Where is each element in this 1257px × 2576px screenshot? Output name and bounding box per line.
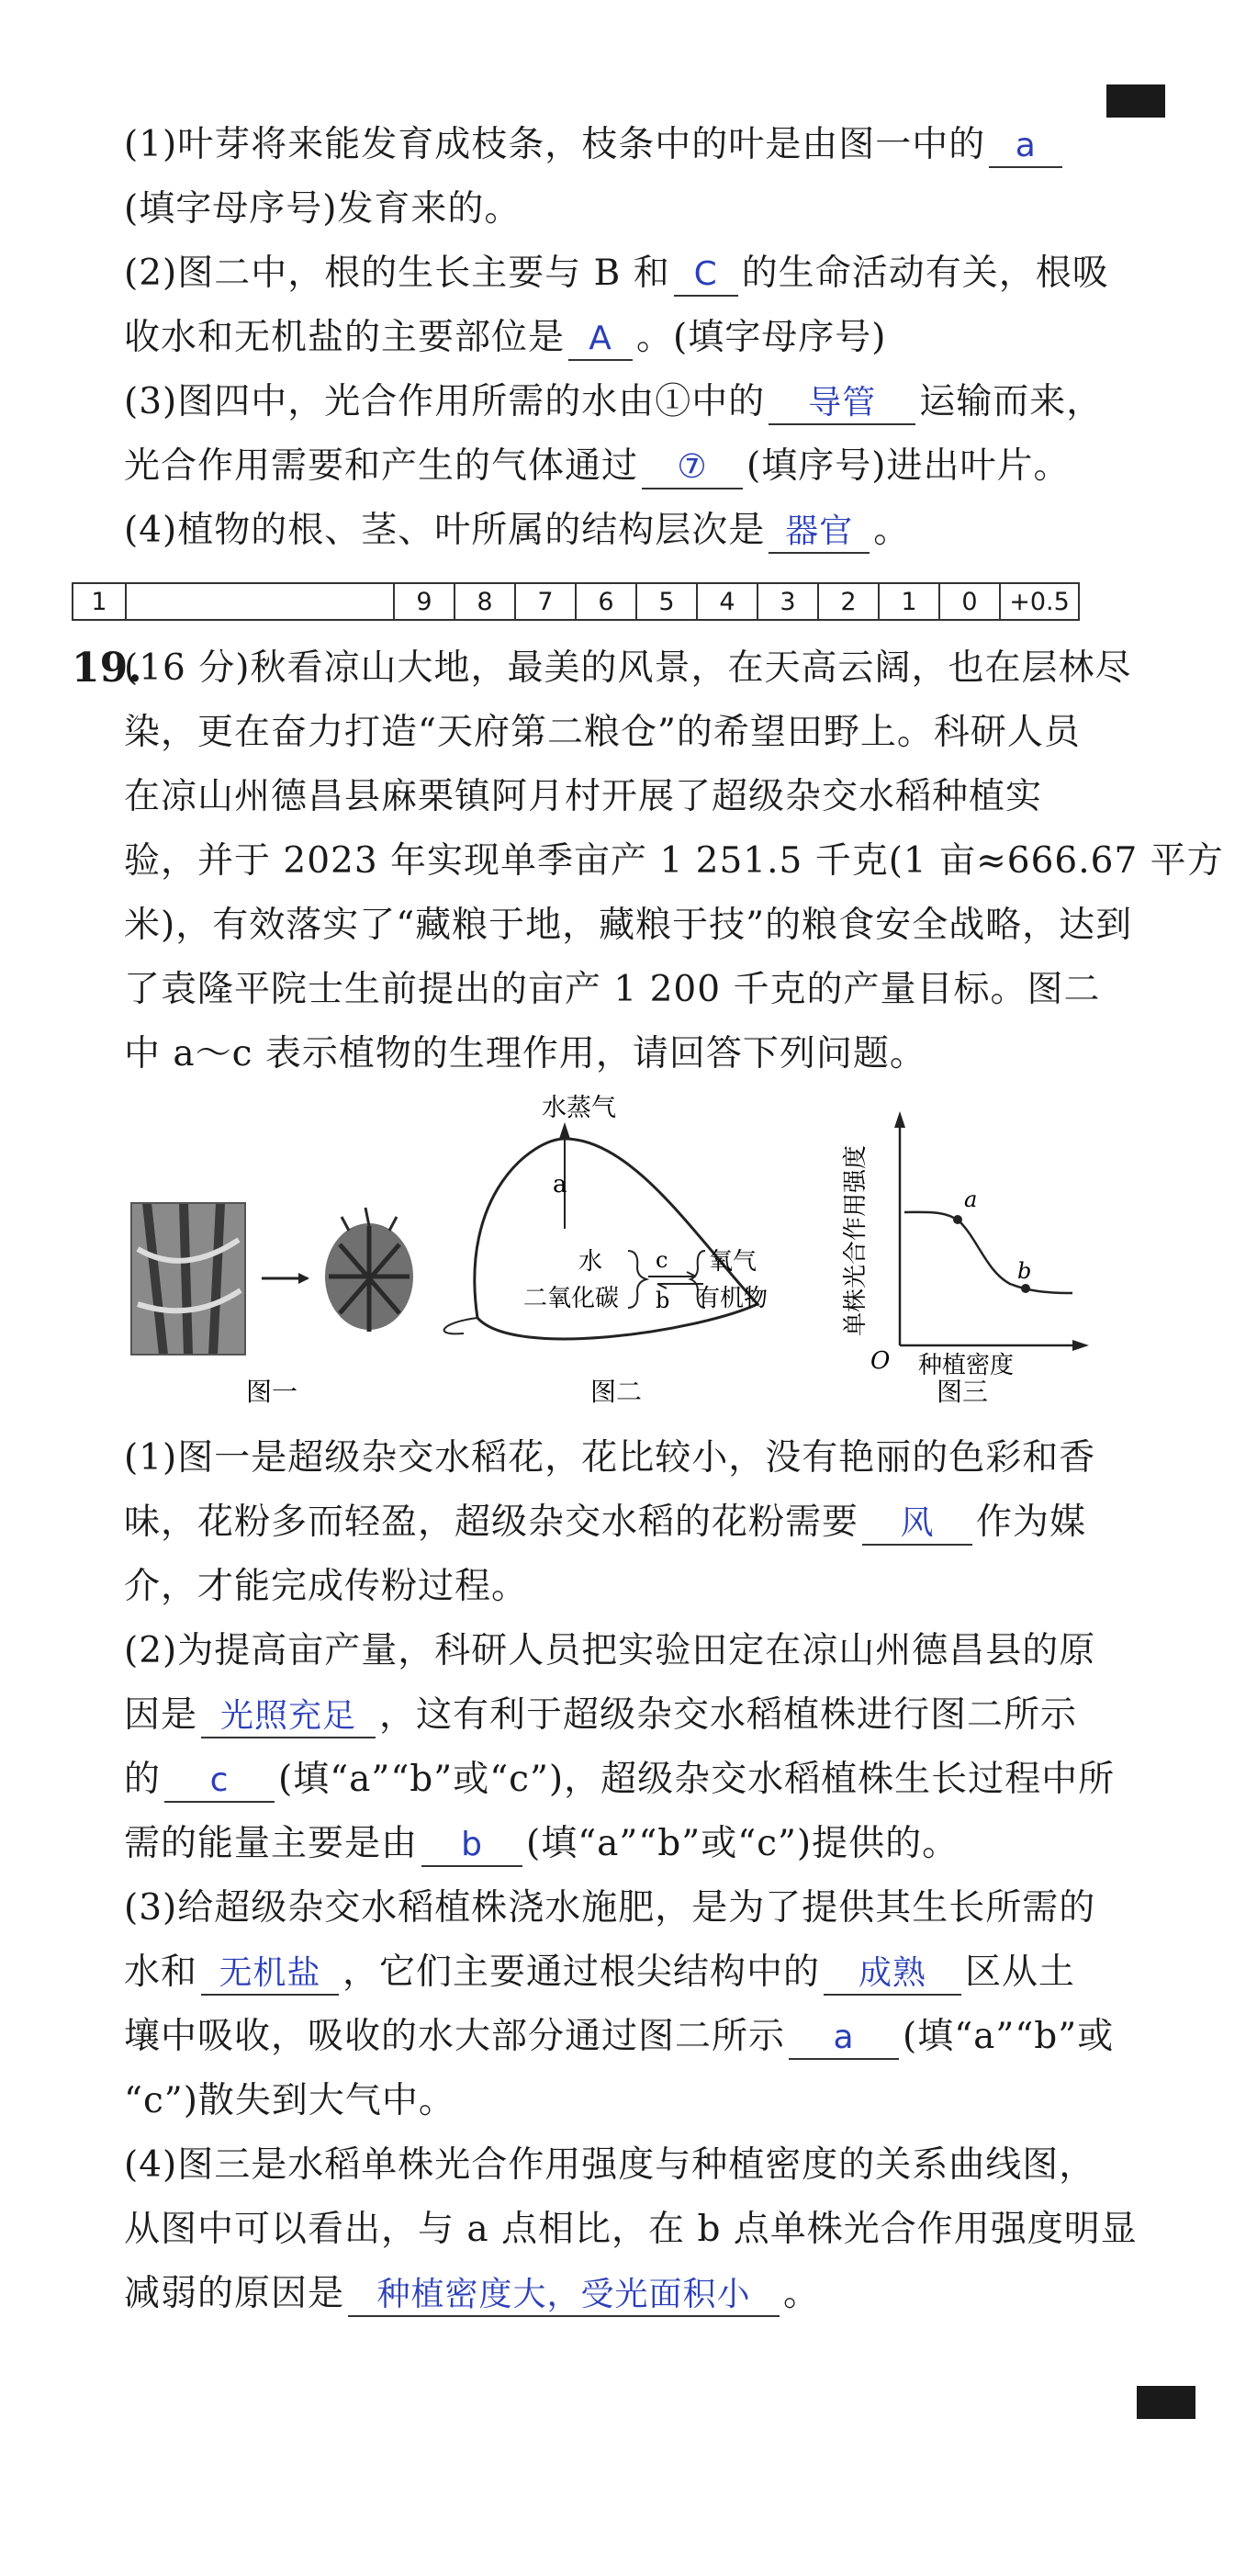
density-curve-chart (842, 1111, 1089, 1379)
answer-q18-3b[interactable]: ⑦ (642, 447, 743, 489)
answer-q19-2b[interactable]: c (164, 1760, 275, 1803)
vapor-label: 水蒸气 (542, 1094, 616, 1122)
q19-p2-line-4: 需的能量主要是由 b (填“a”“b”或“c”)提供的。 (124, 1818, 1134, 1870)
answer-q19-3a[interactable]: 无机盐 (201, 1953, 339, 1996)
fig2-label-a: a (553, 1171, 567, 1198)
point-b (1021, 1284, 1030, 1293)
q19-p2-line-2: 因是 光照充足 ，这有利于超级杂交水稻植株进行图二所示 (124, 1690, 1134, 1741)
score-cell-blank[interactable] (126, 583, 394, 620)
score-cell[interactable]: 0 (939, 583, 1000, 620)
organic-label: 有机物 (696, 1285, 769, 1312)
leaf-diagram (444, 1094, 768, 1339)
score-cell[interactable]: 6 (576, 583, 636, 620)
corner-mark-bottom (1137, 2386, 1195, 2419)
score-cell[interactable]: 8 (455, 583, 515, 620)
q19-intro-1: (16 分)秋看凉山大地，最美的风景，在天高云阔，也在层林尽 (124, 647, 1132, 689)
rice-flower-drawing (325, 1208, 413, 1332)
score-cell[interactable]: 7 (515, 583, 576, 620)
q19-p1-line-2: 味，花粉多而轻盈，超级杂交水稻的花粉需要 风 作为媒 (124, 1497, 1134, 1548)
score-cell[interactable]: 5 (636, 583, 697, 620)
score-cell[interactable]: 9 (394, 583, 455, 620)
answer-q19-4[interactable]: 种植密度大，受光面积小 (348, 2275, 780, 2317)
score-cell[interactable]: 3 (758, 583, 818, 620)
q19-intro-6: 了袁隆平院士生前提出的亩产 1 200 千克的产量目标。图二 (124, 969, 1101, 1010)
score-cell[interactable]: +0.5 (1000, 583, 1079, 620)
y-axis-label: 单株光合作用强度 (842, 1144, 870, 1336)
x-axis-label: 种植密度 (918, 1352, 1015, 1379)
q19-p4-line-1: (4)图三是水稻单株光合作用强度与种植密度的关系曲线图， (124, 2144, 1096, 2186)
q19-intro-5: 米)，有效落实了“藏粮于地，藏粮于技”的粮食安全战略，达到 (124, 905, 1133, 946)
fig1-caption: 图一 (246, 1377, 298, 1405)
q19-p2-line-3: 的 c (填“a”“b”或“c”)，超级杂交水稻植株生长过程中所 (124, 1754, 1134, 1805)
oxygen-label: 氧气 (709, 1248, 758, 1276)
fig3-caption: 图三 (937, 1377, 989, 1405)
q19-p1-line-3: 介，才能完成传粉过程。 (124, 1566, 529, 1607)
score-cell[interactable]: 1 (879, 583, 939, 620)
q19-p4-line-2: 从图中可以看出，与 a 点相比，在 b 点单株光合作用强度明显 (124, 2209, 1138, 2250)
answer-q18-4[interactable]: 器官 (769, 512, 870, 554)
q19-intro-3: 在凉山州德昌县麻栗镇阿月村开展了超级杂交水稻种植实 (124, 776, 1043, 817)
q19-intro-7: 中 a～c 表示植物的生理作用，请回答下列问题。 (124, 1033, 926, 1074)
fig2-label-b: b (656, 1288, 670, 1313)
water-label: 水 (578, 1248, 603, 1276)
q19-p3-line-2: 水和 无机盐 ，它们主要通过根尖结构中的 成熟 区从土 (124, 1947, 1134, 1998)
answer-q19-2c[interactable]: b (421, 1825, 522, 1867)
answer-q18-1[interactable]: a (989, 126, 1062, 168)
figures (0, 1093, 1257, 1405)
point-a (953, 1215, 962, 1224)
q19-p1-line-1: (1)图一是超级杂交水稻花，花比较小，没有艳丽的色彩和香 (124, 1437, 1096, 1479)
q18-line-7: (4)植物的根、茎、叶所属的结构层次是 器官 。 (124, 505, 1134, 557)
origin-label: O (870, 1347, 891, 1375)
q19-p3-line-4: “c”)散失到大气中。 (124, 2080, 455, 2121)
q19-p3-line-1: (3)给超级杂交水稻植株浇水施肥，是为了提供其生长所需的 (124, 1887, 1096, 1929)
q19-p4-line-3: 减弱的原因是 种植密度大，受光面积小 。 (124, 2268, 1134, 2320)
answer-q19-1[interactable]: 风 (862, 1503, 972, 1546)
fig2-caption: 图二 (590, 1377, 643, 1405)
q18-line-5: (3)图四中，光合作用所需的水由①中的 导管 运输而来， (124, 377, 1134, 428)
point-b-label: b (1017, 1258, 1032, 1284)
q18-line-2: (填字母序号)发育来的。 (124, 188, 522, 230)
q18-line-3: (2)图二中，根的生长主要与 B 和 C 的生命活动有关，根吸 (124, 248, 1134, 299)
rice-flower-photo (131, 1203, 245, 1355)
q19-p3-line-3: 壤中吸收，吸收的水大部分通过图二所示 a (填“a”“b”或 (124, 2011, 1134, 2063)
corner-mark-top (1106, 84, 1165, 118)
q19-p2-line-1: (2)为提高亩产量，科研人员把实验田定在凉山州德昌县的原 (124, 1630, 1096, 1671)
score-table (72, 582, 1080, 621)
q19-intro-4: 验，并于 2023 年实现单季亩产 1 251.5 千克(1 亩≈666.67 平方 (124, 840, 1224, 882)
answer-q18-2a[interactable]: C (674, 254, 738, 297)
answer-q19-3c[interactable]: a (789, 2018, 899, 2060)
co2-label: 二氧化碳 (523, 1285, 620, 1312)
answer-q19-2a[interactable]: 光照充足 (201, 1696, 376, 1738)
q18-line-6: 光合作用需要和产生的气体通过 ⑦ (填序号)进出叶片。 (124, 441, 1134, 492)
answer-q18-3a[interactable]: 导管 (769, 383, 915, 425)
fig2-label-c: c (656, 1247, 668, 1273)
point-a-label: a (964, 1187, 978, 1212)
q18-line-4: 收水和无机盐的主要部位是 A 。(填字母序号) (124, 312, 1134, 364)
answer-q19-3b[interactable]: 成熟 (824, 1953, 961, 1996)
score-cell[interactable]: 4 (697, 583, 758, 620)
answer-q18-2b[interactable]: A (568, 319, 633, 361)
score-cell[interactable]: 2 (818, 583, 879, 620)
score-cell[interactable]: 1 (73, 583, 126, 620)
q19-intro-2: 染，更在奋力打造“天府第二粮仓”的希望田野上。科研人员 (124, 712, 1081, 753)
q18-line-1: (1)叶芽将来能发育成枝条，枝条中的叶是由图一中的 a (124, 119, 1134, 171)
question-number: 19. (72, 645, 142, 692)
